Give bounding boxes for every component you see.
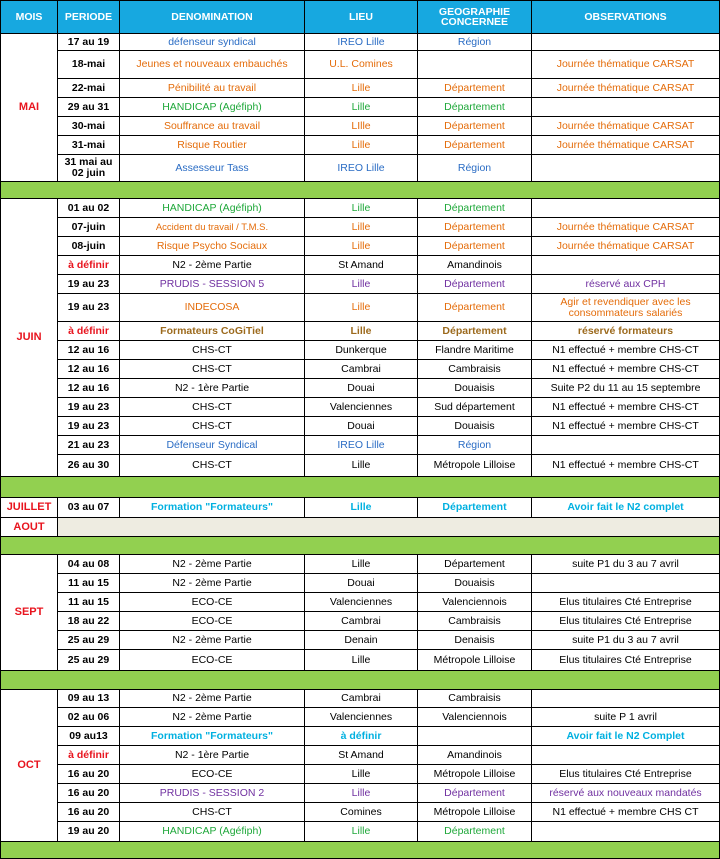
geographie-cell: Valenciennois <box>418 708 532 727</box>
geographie-cell: Département <box>418 199 532 218</box>
observations-cell: Elus titulaires Cté Entreprise <box>532 650 720 671</box>
geographie-cell: Département <box>418 79 532 98</box>
geographie-cell: Valenciennois <box>418 593 532 612</box>
denomination-cell: ECO-CE <box>120 765 305 784</box>
lieu-cell: Lille <box>305 822 418 842</box>
empty-month-cell <box>58 518 720 537</box>
table-row <box>1 555 720 574</box>
observations-cell: réservé aux nouveaux mandatés <box>532 784 720 803</box>
month-cell: OCT <box>1 690 58 842</box>
lieu-cell: Dunkerque <box>305 341 418 360</box>
lieu-cell: Cambrai <box>305 612 418 631</box>
geographie-cell: Denaisis <box>418 631 532 650</box>
denomination-cell: Jeunes et nouveaux embauchés <box>120 51 305 79</box>
lieu-cell: Lille <box>305 455 418 477</box>
periode-cell: à définir <box>58 746 120 765</box>
lieu-cell: Lille <box>305 237 418 256</box>
denomination-cell: défenseur syndical <box>120 34 305 51</box>
observations-cell: réservé formateurs <box>532 322 720 341</box>
periode-cell: 12 au 16 <box>58 360 120 379</box>
periode-cell: 04 au 08 <box>58 555 120 574</box>
denomination-cell: Assesseur Tass <box>120 155 305 182</box>
table-row <box>1 498 720 518</box>
separator-row <box>1 182 720 199</box>
separator-cell <box>1 182 720 199</box>
observations-cell: Journée thématique CARSAT <box>532 51 720 79</box>
observations-cell: N1 effectué + membre CHS-CT <box>532 417 720 436</box>
periode-cell: 21 au 23 <box>58 436 120 455</box>
denomination-cell: Risque Routier <box>120 136 305 155</box>
observations-cell <box>532 199 720 218</box>
table-row <box>1 784 720 803</box>
periode-cell: 03 au 07 <box>58 498 120 518</box>
table-row <box>1 822 720 842</box>
lieu-cell: à définir <box>305 727 418 746</box>
table-row <box>1 294 720 322</box>
geographie-cell: Département <box>418 237 532 256</box>
denomination-cell: N2 - 1ère Partie <box>120 746 305 765</box>
observations-cell: N1 effectué + membre CHS-CT <box>532 341 720 360</box>
table-row <box>1 417 720 436</box>
separator-row <box>1 537 720 555</box>
periode-cell: 19 au 23 <box>58 417 120 436</box>
lieu-cell: Lille <box>305 765 418 784</box>
table-body <box>1 34 720 859</box>
lieu-cell: Denain <box>305 631 418 650</box>
geographie-cell: Département <box>418 98 532 117</box>
table-row <box>1 631 720 650</box>
geographie-cell: Amandinois <box>418 256 532 275</box>
observations-cell: Elus titulaires Cté Entreprise <box>532 593 720 612</box>
observations-cell: Journée thématique CARSAT <box>532 136 720 155</box>
table-row <box>1 218 720 237</box>
geographie-cell: Département <box>418 117 532 136</box>
geographie-cell: Flandre Maritime <box>418 341 532 360</box>
separator-cell <box>1 477 720 498</box>
month-cell: JUIN <box>1 199 58 477</box>
geographie-cell: Département <box>418 555 532 574</box>
denomination-cell: CHS-CT <box>120 417 305 436</box>
lieu-cell: IREO Lille <box>305 436 418 455</box>
denomination-cell: Formation "Formateurs" <box>120 498 305 518</box>
lieu-cell: Lille <box>305 136 418 155</box>
table-row <box>1 727 720 746</box>
lieu-cell: IREO Lille <box>305 34 418 51</box>
table-row <box>1 199 720 218</box>
denomination-cell: HANDICAP (Agéfiph) <box>120 822 305 842</box>
geographie-cell: Département <box>418 498 532 518</box>
observations-cell: Journée thématique CARSAT <box>532 218 720 237</box>
denomination-cell: CHS-CT <box>120 360 305 379</box>
separator-cell <box>1 842 720 859</box>
periode-cell: 08-juin <box>58 237 120 256</box>
lieu-cell: Cambrai <box>305 360 418 379</box>
observations-cell: N1 effectué + membre CHS-CT <box>532 398 720 417</box>
table-row <box>1 275 720 294</box>
table-row <box>1 322 720 341</box>
table-row <box>1 360 720 379</box>
table-row <box>1 803 720 822</box>
geographie-cell: Département <box>418 322 532 341</box>
geographie-cell <box>418 51 532 79</box>
table-row <box>1 708 720 727</box>
table-row <box>1 398 720 417</box>
observations-cell: suite P1 du 3 au 7 avril <box>532 555 720 574</box>
lieu-cell: Douai <box>305 379 418 398</box>
denomination-cell: HANDICAP (Agéfiph) <box>120 98 305 117</box>
periode-cell: 09 au 13 <box>58 690 120 708</box>
denomination-cell: PRUDIS - SESSION 2 <box>120 784 305 803</box>
denomination-cell: ECO-CE <box>120 593 305 612</box>
lieu-cell: Cambrai <box>305 690 418 708</box>
denomination-cell: ECO-CE <box>120 612 305 631</box>
lieu-cell: Comines <box>305 803 418 822</box>
lieu-cell: Valenciennes <box>305 708 418 727</box>
denomination-cell: N2 - 2ème Partie <box>120 708 305 727</box>
periode-cell: 29 au 31 <box>58 98 120 117</box>
periode-cell: 11 au 15 <box>58 593 120 612</box>
denomination-cell: Formateurs CoGiTiel <box>120 322 305 341</box>
periode-cell: 30-mai <box>58 117 120 136</box>
observations-cell: N1 effectué + membre CHS-CT <box>532 360 720 379</box>
periode-cell: 31 mai au 02 juin <box>58 155 120 182</box>
denomination-cell: CHS-CT <box>120 341 305 360</box>
separator-row <box>1 477 720 498</box>
geographie-cell: Cambraisis <box>418 612 532 631</box>
denomination-cell: INDECOSA <box>120 294 305 322</box>
header-periode: PERIODE <box>58 1 120 34</box>
geographie-cell: Région <box>418 155 532 182</box>
geographie-cell: Cambraisis <box>418 360 532 379</box>
periode-cell: à définir <box>58 322 120 341</box>
table-row <box>1 136 720 155</box>
geographie-cell: Douaisis <box>418 417 532 436</box>
denomination-cell: Pénibilité au travail <box>120 79 305 98</box>
geographie-cell: Département <box>418 275 532 294</box>
table-row <box>1 237 720 256</box>
periode-cell: 25 au 29 <box>58 631 120 650</box>
periode-cell: 22-mai <box>58 79 120 98</box>
observations-cell <box>532 690 720 708</box>
month-cell: SEPT <box>1 555 58 671</box>
periode-cell: 16 au 20 <box>58 765 120 784</box>
geographie-cell: Amandinois <box>418 746 532 765</box>
periode-cell: 19 au 23 <box>58 275 120 294</box>
geographie-cell: Douaisis <box>418 574 532 593</box>
lieu-cell: Lille <box>305 294 418 322</box>
geographie-cell: Métropole Lilloise <box>418 650 532 671</box>
header-row <box>1 1 720 34</box>
periode-cell: 19 au 20 <box>58 822 120 842</box>
observations-cell <box>532 746 720 765</box>
denomination-cell: Formation "Formateurs" <box>120 727 305 746</box>
observations-cell: N1 effectué + membre CHS-CT <box>532 455 720 477</box>
table-row <box>1 690 720 708</box>
header-geographie: GEOGRAPHIE CONCERNEE <box>418 1 532 34</box>
periode-cell: à définir <box>58 256 120 275</box>
periode-cell: 18 au 22 <box>58 612 120 631</box>
denomination-cell: Accident du travail / T.M.S. <box>120 218 305 237</box>
observations-cell: suite P 1 avril <box>532 708 720 727</box>
denomination-cell: Risque Psycho Sociaux <box>120 237 305 256</box>
periode-cell: 25 au 29 <box>58 650 120 671</box>
denomination-cell: N2 - 2ème Partie <box>120 256 305 275</box>
lieu-cell: Lille <box>305 498 418 518</box>
periode-cell: 12 au 16 <box>58 379 120 398</box>
geographie-cell: Département <box>418 136 532 155</box>
observations-cell <box>532 155 720 182</box>
table-row <box>1 518 720 537</box>
table-row <box>1 117 720 136</box>
lieu-cell: Valenciennes <box>305 398 418 417</box>
observations-cell: Agir et revendiquer avec les consommateurs salariés <box>532 294 720 322</box>
periode-cell: 16 au 20 <box>58 784 120 803</box>
table-row <box>1 34 720 51</box>
table-row <box>1 79 720 98</box>
denomination-cell: N2 - 2ème Partie <box>120 574 305 593</box>
geographie-cell: Région <box>418 436 532 455</box>
observations-cell: N1 effectué + membre CHS CT <box>532 803 720 822</box>
lieu-cell: St Amand <box>305 746 418 765</box>
lieu-cell: Lille <box>305 218 418 237</box>
lieu-cell: Lille <box>305 79 418 98</box>
header-denomination: DENOMINATION <box>120 1 305 34</box>
observations-cell: Suite P2 du 11 au 15 septembre <box>532 379 720 398</box>
observations-cell: Elus titulaires Cté Entreprise <box>532 765 720 784</box>
periode-cell: 01 au 02 <box>58 199 120 218</box>
periode-cell: 26 au 30 <box>58 455 120 477</box>
denomination-cell: Souffrance au travail <box>120 117 305 136</box>
month-cell: AOUT <box>1 518 58 537</box>
denomination-cell: PRUDIS - SESSION 5 <box>120 275 305 294</box>
table-row <box>1 98 720 117</box>
lieu-cell: Valenciennes <box>305 593 418 612</box>
table-row <box>1 436 720 455</box>
observations-cell: Journée thématique CARSAT <box>532 79 720 98</box>
observations-cell: Journée thématique CARSAT <box>532 117 720 136</box>
denomination-cell: CHS-CT <box>120 803 305 822</box>
observations-cell <box>532 34 720 51</box>
periode-cell: 07-juin <box>58 218 120 237</box>
observations-cell <box>532 436 720 455</box>
lieu-cell: Lille <box>305 199 418 218</box>
table-row <box>1 612 720 631</box>
separator-cell <box>1 537 720 555</box>
observations-cell: Avoir fait le N2 Complet <box>532 727 720 746</box>
geographie-cell: Région <box>418 34 532 51</box>
observations-cell <box>532 256 720 275</box>
observations-cell: suite P1 du 3 au 7 avril <box>532 631 720 650</box>
periode-cell: 11 au 15 <box>58 574 120 593</box>
header-mois: MOIS <box>1 1 58 34</box>
table-row <box>1 256 720 275</box>
month-cell: JUILLET <box>1 498 58 518</box>
table-row <box>1 455 720 477</box>
geographie-cell: Métropole Lilloise <box>418 765 532 784</box>
lieu-cell: Douai <box>305 574 418 593</box>
geographie-cell: Cambraisis <box>418 690 532 708</box>
lieu-cell: Lille <box>305 98 418 117</box>
geographie-cell: Département <box>418 218 532 237</box>
lieu-cell: Lille <box>305 322 418 341</box>
lieu-cell: Lille <box>305 784 418 803</box>
denomination-cell: ECO-CE <box>120 650 305 671</box>
geographie-cell: Métropole Lilloise <box>418 455 532 477</box>
geographie-cell: Métropole Lilloise <box>418 803 532 822</box>
geographie-cell: Département <box>418 294 532 322</box>
geographie-cell: Sud département <box>418 398 532 417</box>
geographie-cell: Douaisis <box>418 379 532 398</box>
observations-cell <box>532 574 720 593</box>
denomination-cell: N2 - 2ème Partie <box>120 690 305 708</box>
table-row <box>1 379 720 398</box>
periode-cell: 19 au 23 <box>58 398 120 417</box>
geographie-cell <box>418 727 532 746</box>
lieu-cell: St Amand <box>305 256 418 275</box>
observations-cell: Journée thématique CARSAT <box>532 237 720 256</box>
denomination-cell: N2 - 2ème Partie <box>120 555 305 574</box>
table-row <box>1 574 720 593</box>
header-lieu: LIEU <box>305 1 418 34</box>
lieu-cell: Lille <box>305 555 418 574</box>
denomination-cell: N2 - 1ère Partie <box>120 379 305 398</box>
separator-row <box>1 671 720 690</box>
geographie-cell: Département <box>418 822 532 842</box>
periode-cell: 02 au 06 <box>58 708 120 727</box>
table-row <box>1 341 720 360</box>
lieu-cell: Lille <box>305 650 418 671</box>
header-observations: OBSERVATIONS <box>532 1 720 34</box>
denomination-cell: N2 - 2ème Partie <box>120 631 305 650</box>
table-row <box>1 650 720 671</box>
lieu-cell: U.L. Comines <box>305 51 418 79</box>
observations-cell <box>532 98 720 117</box>
observations-cell: Elus titulaires Cté Entreprise <box>532 612 720 631</box>
separator-cell <box>1 671 720 690</box>
month-cell: MAI <box>1 34 58 182</box>
table-row <box>1 51 720 79</box>
denomination-cell: HANDICAP (Agéfiph) <box>120 199 305 218</box>
geographie-cell: Département <box>418 784 532 803</box>
observations-cell: Avoir fait le N2 complet <box>532 498 720 518</box>
lieu-cell: LIlle <box>305 117 418 136</box>
table-row <box>1 746 720 765</box>
denomination-cell: CHS-CT <box>120 455 305 477</box>
observations-cell <box>532 822 720 842</box>
periode-cell: 16 au 20 <box>58 803 120 822</box>
periode-cell: 12 au 16 <box>58 341 120 360</box>
table-row <box>1 765 720 784</box>
table-row <box>1 593 720 612</box>
denomination-cell: Défenseur Syndical <box>120 436 305 455</box>
observations-cell: réservé aux CPH <box>532 275 720 294</box>
periode-cell: 31-mai <box>58 136 120 155</box>
lieu-cell: Lille <box>305 275 418 294</box>
denomination-cell: CHS-CT <box>120 398 305 417</box>
table-row <box>1 155 720 182</box>
lieu-cell: IREO Lille <box>305 155 418 182</box>
periode-cell: 18-mai <box>58 51 120 79</box>
periode-cell: 09 au13 <box>58 727 120 746</box>
lieu-cell: Douai <box>305 417 418 436</box>
periode-cell: 19 au 23 <box>58 294 120 322</box>
periode-cell: 17 au 19 <box>58 34 120 51</box>
separator-row <box>1 842 720 859</box>
